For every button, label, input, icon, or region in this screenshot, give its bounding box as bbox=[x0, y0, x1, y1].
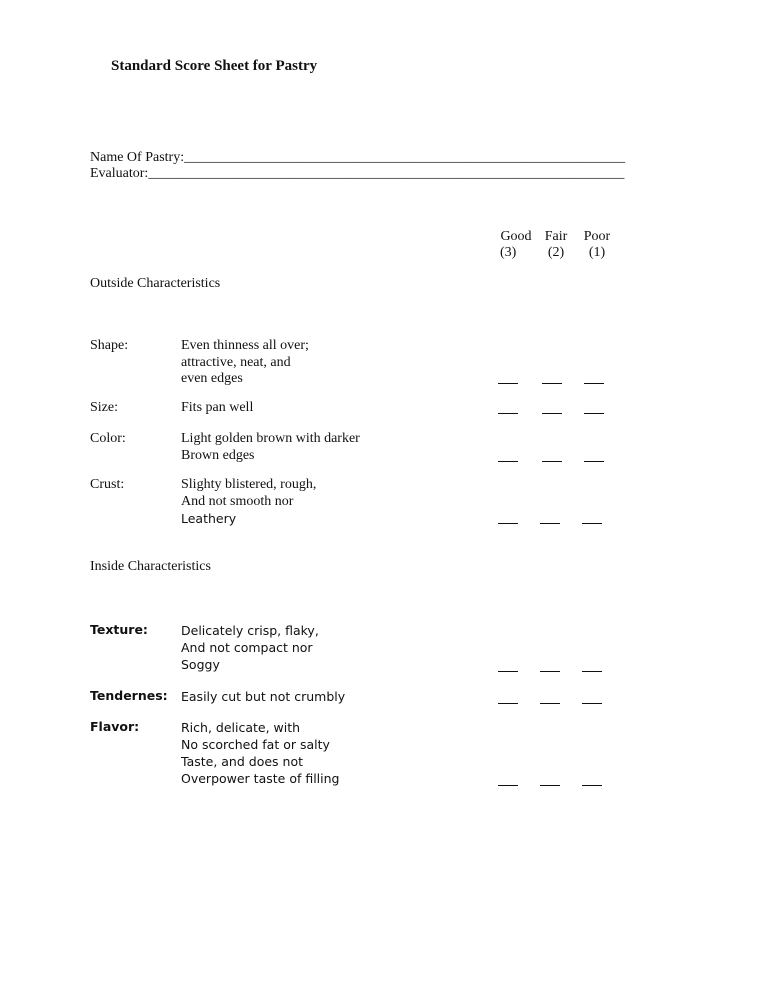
desc-line: Light golden brown with darker bbox=[181, 431, 360, 446]
desc-line: Brown edges bbox=[181, 447, 255, 463]
desc-line: attractive, neat, and bbox=[181, 354, 291, 370]
score-blank-tenderness-poor[interactable] bbox=[582, 703, 602, 704]
pastry-name-underline: _______________________________________________________________ bbox=[184, 150, 626, 165]
desc-line: Delicately crisp, flaky, bbox=[181, 623, 319, 638]
criterion-desc-texture bbox=[181, 622, 319, 673]
desc-line: even edges bbox=[181, 371, 243, 386]
score-blank-color-fair[interactable] bbox=[542, 461, 562, 462]
score-blank-crust-poor[interactable] bbox=[582, 523, 602, 524]
desc-line: Soggy bbox=[181, 657, 220, 672]
column-poor-score: (1) bbox=[588, 245, 606, 260]
pastry-name-label: Name Of Pastry: bbox=[90, 150, 185, 165]
desc-line: Fits pan well bbox=[181, 400, 254, 415]
score-blank-crust-good[interactable] bbox=[498, 523, 518, 524]
section-title-outside: Outside Characteristics bbox=[90, 276, 221, 291]
desc-line: Rich, delicate, with bbox=[181, 720, 301, 735]
score-blank-tenderness-good[interactable] bbox=[498, 703, 518, 704]
desc-line: And not compact nor bbox=[181, 640, 313, 655]
score-blank-color-good[interactable] bbox=[498, 461, 518, 462]
score-blank-size-poor[interactable] bbox=[584, 413, 604, 414]
column-header-poor bbox=[580, 229, 614, 261]
score-blank-texture-fair[interactable] bbox=[540, 671, 560, 672]
criterion-name-shape: Shape: bbox=[90, 338, 129, 353]
evaluator-label: Evaluator: bbox=[90, 166, 149, 181]
column-header-fair bbox=[540, 229, 572, 261]
score-blank-tenderness-fair[interactable] bbox=[540, 703, 560, 704]
score-blank-crust-fair[interactable] bbox=[540, 523, 560, 524]
criterion-desc-crust bbox=[181, 477, 316, 527]
desc-line: Easily cut but not crumbly bbox=[181, 689, 346, 704]
criterion-desc-size bbox=[181, 400, 253, 417]
score-blank-texture-good[interactable] bbox=[498, 671, 518, 672]
desc-line: And not smooth nor bbox=[181, 493, 294, 509]
criterion-name-crust: Crust: bbox=[90, 477, 125, 492]
column-good-label: Good bbox=[500, 229, 532, 244]
column-good-score: (3) bbox=[500, 245, 517, 260]
score-blank-shape-fair[interactable] bbox=[542, 383, 562, 384]
score-blank-flavor-poor[interactable] bbox=[582, 785, 602, 786]
pastry-name-field[interactable] bbox=[90, 150, 625, 167]
desc-line: Overpower taste of filling bbox=[181, 771, 340, 786]
criterion-name-tenderness: Tendernes: bbox=[90, 688, 168, 703]
score-blank-flavor-good[interactable] bbox=[498, 785, 518, 786]
desc-line: Slighty blistered, rough, bbox=[181, 477, 317, 492]
criterion-name-flavor: Flavor: bbox=[90, 719, 140, 734]
column-fair-label: Fair bbox=[544, 229, 568, 244]
score-blank-shape-poor[interactable] bbox=[584, 383, 604, 384]
desc-line: Even thinness all over; bbox=[181, 338, 309, 353]
score-blank-size-good[interactable] bbox=[498, 413, 518, 414]
criterion-name-size: Size: bbox=[90, 400, 118, 415]
column-header-good bbox=[497, 229, 535, 261]
desc-line: Taste, and does not bbox=[181, 754, 303, 769]
criterion-name-texture: Texture: bbox=[90, 622, 148, 637]
score-blank-color-poor[interactable] bbox=[584, 461, 604, 462]
section-title-inside: Inside Characteristics bbox=[90, 559, 211, 574]
criterion-name-color: Color: bbox=[90, 431, 126, 446]
evaluator-field[interactable] bbox=[90, 166, 624, 183]
criterion-desc-flavor bbox=[181, 719, 339, 787]
desc-line: No scorched fat or salty bbox=[181, 737, 330, 752]
criterion-desc-tenderness bbox=[181, 688, 345, 705]
desc-line: Leathery bbox=[181, 511, 237, 526]
evaluator-underline: ____________________________________________________________________ bbox=[148, 166, 625, 181]
score-blank-shape-good[interactable] bbox=[498, 383, 518, 384]
page-title: Standard Score Sheet for Pastry bbox=[111, 58, 318, 74]
criterion-desc-color bbox=[181, 431, 360, 464]
criterion-desc-shape bbox=[181, 338, 309, 388]
score-blank-flavor-fair[interactable] bbox=[540, 785, 560, 786]
column-poor-label: Poor bbox=[583, 229, 611, 244]
score-blank-size-fair[interactable] bbox=[542, 413, 562, 414]
column-fair-score: (2) bbox=[547, 245, 565, 260]
score-blank-texture-poor[interactable] bbox=[582, 671, 602, 672]
